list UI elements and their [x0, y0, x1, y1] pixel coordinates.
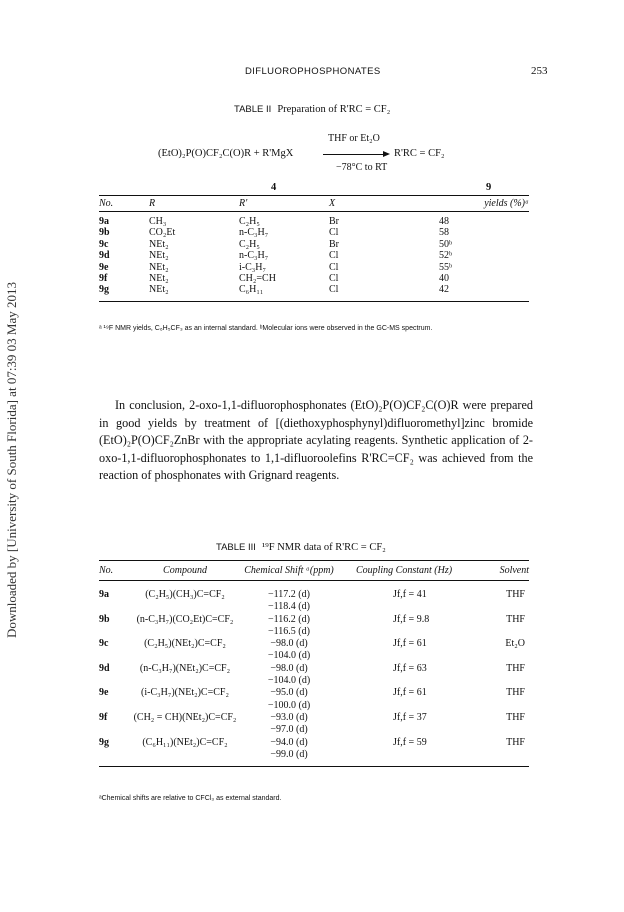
table3-cell-compound: (n-C₃H₇)(NEt₂)C=CF₂ [139, 662, 231, 674]
table2-cell-no: 9a [99, 216, 109, 227]
table3-cell-solvent: THF [506, 736, 525, 748]
table-row [99, 650, 529, 662]
table2-label: TABLE II [234, 104, 272, 115]
table3-cell-compound: (CH₂ = CH)(NEt₂)C=CF₂ [133, 711, 237, 723]
table2-header-yield: yields (%)ᵃ [484, 198, 529, 209]
table2-cell-no: 9g [99, 284, 109, 296]
table2-cell-r: CH₃ [149, 216, 167, 227]
table2-cell-no: 9e [99, 261, 109, 273]
table3-footnote: ᵃChemical shifts are relative to CFCl₃ as external standard. [99, 795, 282, 802]
table2-cell-no: 9c [99, 238, 109, 250]
table2-cell-x: Cl [329, 261, 339, 273]
table3-cell-no: 9b [99, 613, 110, 625]
table2-header-no: No. [99, 198, 114, 209]
table3-cell-compound: (C₂H₅)(CH₃)C=CF₂ [145, 589, 225, 600]
table2-cell-yield: 42 [439, 284, 449, 296]
table2-cell-r: NEt₂ [149, 261, 169, 273]
table2-cell-r-prime: C₆H₁₁ [239, 284, 264, 296]
table3-cell-shift: −100.0 (d) [267, 699, 311, 711]
table2-cell-r-prime: CH₂=CH [239, 273, 276, 285]
scheme-reagent-top: THF or Et₂O [328, 133, 380, 144]
table3-cell-compound: (C₂H₅)(NEt₂)C=CF₂ [144, 638, 226, 650]
table2-cell-r-prime: n-C₃H₇ [239, 227, 269, 239]
table2-cell-r-prime: C₂H₅ [239, 238, 260, 250]
table3-label: TABLE III [216, 542, 256, 553]
table3-cell-shift: −117.2 (d) [268, 589, 310, 600]
table3-cell-shift: −98.0 (d) [270, 638, 308, 650]
table-row [99, 687, 529, 699]
table-row [99, 227, 529, 238]
table-row [99, 675, 529, 687]
table2-cell-x: Cl [329, 250, 339, 262]
table2-cell-r-prime: n-C₃H₇ [239, 250, 269, 262]
table3-cell-compound: (n-C₃H₇)(CO₂Et)C=CF₂ [136, 613, 234, 625]
table2-cell-r: CO₂Et [149, 227, 176, 239]
table2 [99, 195, 529, 302]
table2-cell-r-prime: i-C₃H₇ [239, 261, 266, 273]
table2-cell-yield: 40 [439, 273, 449, 285]
table3-cell-shift: −118.4 (d) [268, 601, 310, 613]
table2-title: Preparation of R'RC = CF₂ [277, 104, 391, 115]
table-row [99, 273, 529, 284]
table3-cell-solvent: THF [506, 613, 525, 625]
reactant-compound-number: 4 [271, 182, 277, 193]
table-row [99, 724, 529, 736]
table2-cell-x: Cl [329, 284, 339, 296]
table2-cell-no: 9d [99, 250, 110, 262]
table3-cell-shift: −94.0 (d) [270, 736, 308, 748]
table3-cell-coupling: Jf,f = 63 [393, 662, 427, 674]
table3-cell-compound: (C₆H₁₁)(NEt₂)C=CF₂ [142, 736, 228, 748]
table3-header-coupling: Coupling Constant (Hz) [355, 565, 453, 576]
table3-cell-shift: −93.0 (d) [270, 711, 308, 723]
table-row [99, 250, 529, 261]
table3-cell-no: 9d [99, 662, 110, 674]
table-row [99, 638, 529, 650]
table2-cell-r: NEt₂ [149, 250, 169, 262]
reaction-arrow-icon [323, 154, 388, 155]
table2-header-x: X [329, 198, 336, 209]
table-row [99, 737, 529, 749]
table2-cell-yield: 55ᵇ [439, 261, 453, 273]
table2-header-row [99, 196, 529, 212]
table-row [99, 601, 529, 613]
table3-cell-shift: −104.0 (d) [267, 650, 311, 662]
table3-cell-shift: −116.5 (d) [268, 625, 310, 637]
table2-cell-r: NEt₂ [149, 273, 169, 285]
table3-cell-solvent: THF [506, 711, 525, 723]
table3-header-shift: Chemical Shift ᵃ(ppm) [244, 565, 334, 576]
table3-header-compound: Compound [163, 565, 207, 576]
scheme-reactant: (EtO)₂P(O)CF₂C(O)R + R'MgX [158, 148, 294, 159]
table3-cell-no: 9c [99, 638, 109, 650]
table3-cell-no: 9a [99, 589, 109, 600]
table2-cell-r: NEt₂ [149, 238, 169, 250]
table2-cell-x: Br [329, 216, 339, 227]
running-title: DIFLUOROPHOSPHONATES [245, 66, 381, 77]
table3-caption [216, 542, 386, 553]
table3-cell-solvent: THF [506, 589, 525, 600]
download-watermark [2, 250, 22, 670]
table2-cell-r: NEt₂ [149, 284, 169, 296]
table-row [99, 262, 529, 273]
table3-cell-coupling: Jf,f = 9.8 [393, 613, 430, 625]
table3-cell-coupling: Jf,f = 41 [393, 589, 427, 600]
table3-header-solvent: Solvent [499, 565, 529, 576]
table-row [99, 284, 529, 301]
table3-cell-no: 9g [99, 736, 109, 748]
table2-footnote: ᵃ ¹⁹F NMR yields, C₆H₅CF₃ as an internal standard. ᵇMolecular ions were observed in the GC-MS spectrum. [99, 325, 433, 332]
table2-header-r-prime: R' [239, 198, 248, 209]
table2-cell-x: Cl [329, 227, 339, 239]
table2-cell-yield: 52ᵇ [439, 250, 453, 262]
table3-header-no: No. [99, 565, 114, 576]
table3-cell-coupling: Jf,f = 61 [393, 687, 427, 699]
table3-cell-shift: −98.0 (d) [270, 662, 308, 674]
table3-cell-no: 9e [99, 687, 109, 699]
page-number: 253 [531, 65, 548, 77]
download-watermark-text: Downloaded by [University of South Florida] at 07:39 03 May 2013 [4, 281, 19, 639]
table2-cell-x: Cl [329, 273, 339, 285]
table-row [99, 663, 529, 675]
table3-cell-compound: (i-C₃H₇)(NEt₂)C=CF₂ [141, 687, 229, 699]
table-row [99, 626, 529, 638]
conclusion-paragraph: In conclusion, 2-oxo-1,1-difluorophosphonates (EtO)₂P(O)CF₂C(O)R were prepared in good yields by treatment of [(diethoxyphosphynyl)difluoromethyl]zinc bromide (EtO)₂P(O)CF₂ZnBr with the appropriate acylating reagents. Synthetic application of 2-oxo-1,1-difluorophosphonates to 1,1-difluoroolefins R'RC=CF₂ was achieved from the reaction of phosphonates with Grignard reagents. [99, 398, 533, 483]
table3-cell-solvent: Et₂O [505, 638, 525, 650]
table2-cell-yield: 50ᵇ [439, 238, 453, 250]
table-row [99, 212, 529, 228]
table-row [99, 614, 529, 626]
table3-cell-solvent: THF [506, 687, 525, 699]
scheme-reagent-bottom: −78°C to RT [336, 162, 388, 173]
table3-cell-shift: −99.0 (d) [270, 748, 308, 760]
table3 [99, 560, 529, 767]
table2-cell-yield: 58 [439, 227, 449, 239]
table2-cell-no: 9f [99, 273, 108, 285]
table3-cell-coupling: Jf,f = 37 [393, 711, 427, 723]
table3-cell-shift: −95.0 (d) [270, 687, 308, 699]
table3-header-row [99, 561, 529, 581]
product-compound-number: 9 [486, 182, 492, 193]
table3-cell-shift: −116.2 (d) [268, 613, 310, 625]
table3-cell-solvent: THF [506, 662, 525, 674]
table-row [99, 712, 529, 724]
table2-header-r: R [149, 198, 156, 209]
table-row [99, 700, 529, 712]
table3-cell-coupling: Jf,f = 59 [393, 736, 427, 748]
table2-cell-no: 9b [99, 227, 110, 239]
table3-title: ¹⁹F NMR data of R'RC = CF₂ [261, 542, 386, 553]
table-row [99, 239, 529, 250]
table2-caption [234, 104, 390, 115]
scheme-product: R'RC = CF₂ [394, 148, 445, 159]
table3-cell-coupling: Jf,f = 61 [393, 638, 427, 650]
table3-cell-shift: −104.0 (d) [267, 675, 311, 687]
table-row [99, 581, 529, 602]
table3-cell-shift: −97.0 (d) [270, 724, 308, 736]
table2-cell-x: Br [329, 238, 339, 250]
table3-cell-no: 9f [99, 711, 108, 723]
table-row [99, 749, 529, 767]
table2-cell-r-prime: C₂H₅ [239, 216, 260, 227]
table2-cell-yield: 48 [439, 216, 449, 227]
